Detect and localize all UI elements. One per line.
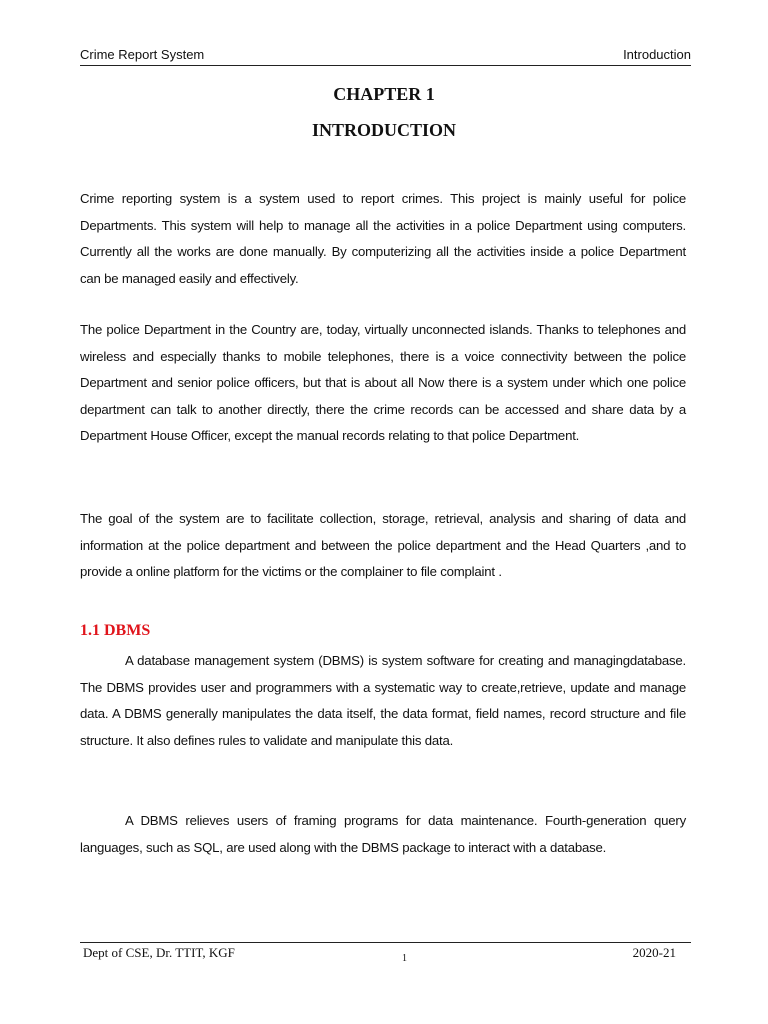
header-doc-title: Crime Report System	[80, 47, 205, 62]
section-heading-dbms: 1.1 DBMS	[80, 622, 151, 639]
page-number: 1	[402, 953, 407, 964]
intro-paragraph-1: Crime reporting system is a system used to report crimes. This project is mainly useful for police Departments. This system will help to manage all the activities in a police Department using computers. Currently all the works are done manually. By computerizing all the activities inside a police Department can be managed easily and effectively.	[80, 191, 686, 286]
dbms-paragraph-1: A database management system (DBMS) is system software for creating and managingdatabase. The DBMS provides user and programmers with a systematic way to create,retrieve, update and manage data. A DBMS generally manipulates the data itself, the data format, field names, record structure and file structure. It also defines rules to validate and manipulate this data.	[80, 653, 686, 748]
page-header	[80, 47, 691, 66]
chapter-title: INTRODUCTION	[311, 120, 457, 140]
chapter-number: CHAPTER 1	[333, 84, 435, 104]
dbms-paragraph-2: A DBMS relieves users of framing programs for data maintenance. Fourth-generation query languages, such as SQL, are used along with the DBMS package to interact with a database.	[80, 813, 686, 855]
footer-department: Dept of CSE, Dr. TTIT, KGF	[83, 945, 235, 960]
header-chapter-name: Introduction	[623, 47, 691, 62]
page-footer	[80, 942, 691, 973]
intro-paragraph-2: The police Department in the Country are, today, virtually unconnected islands. Thanks to telephones and wireless and especially thanks to mobile telephones, there is a voice connectivity between the police Department and senior police officers, but that is about all Now there is a system under which one police department can talk to another directly, there the crime records can be accessed and share data by a Department House Officer, except the manual records relating to that police Department.	[80, 322, 686, 444]
intro-paragraph-3: The goal of the system are to facilitate collection, storage, retrieval, analysis and sharing of data and information at the police department and between the police department and the Head Quarters ,and to provide a online platform for the victims or the complainer to file complaint .	[80, 511, 686, 580]
footer-year: 2020-21	[632, 945, 676, 960]
